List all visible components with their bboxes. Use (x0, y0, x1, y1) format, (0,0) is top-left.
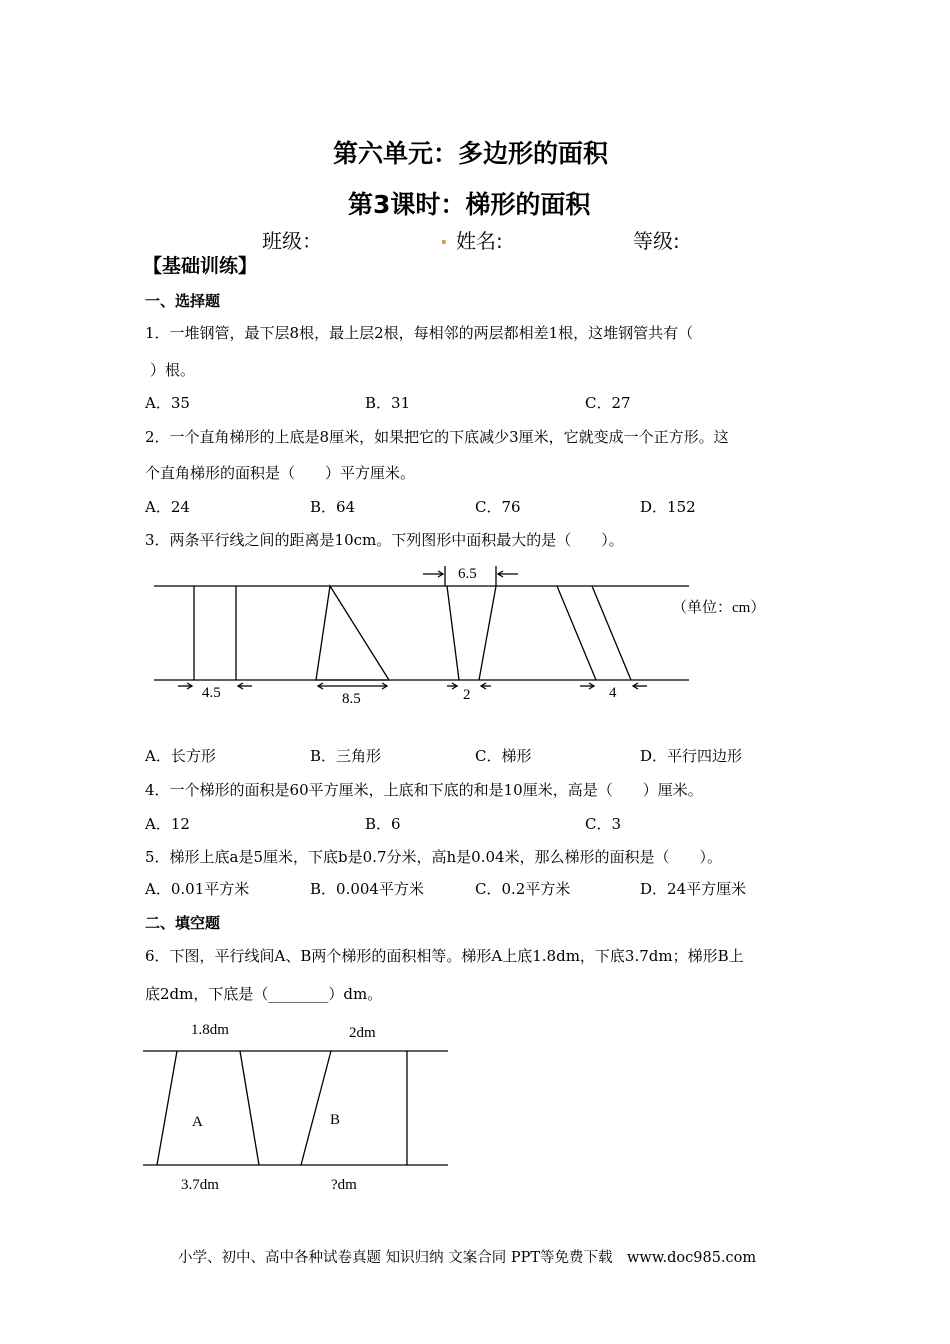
b-top-label: 2dm (349, 1025, 376, 1041)
q2-option-c: C．76 (475, 498, 521, 516)
q4-option-a: A．12 (145, 815, 190, 833)
lesson-subtitle: 第3课时：梯形的面积 (348, 190, 591, 219)
label-4-5: 4.5 (202, 685, 221, 701)
part2-title: 二、填空题 (145, 914, 221, 932)
a-bottom-label: 3.7dm (181, 1177, 219, 1193)
decorative-dot: . (440, 225, 448, 249)
q1-option-c: C．27 (585, 394, 631, 412)
q3-option-c: C．梯形 (475, 747, 532, 765)
parallelogram-right-side (592, 586, 631, 680)
label-8-5: 8.5 (342, 691, 361, 707)
name-label: 姓名: (456, 229, 503, 253)
a-label: A (192, 1114, 203, 1130)
label-2: 2 (463, 687, 471, 703)
q2-option-b: B．64 (310, 498, 356, 516)
trapezoid-right-side (479, 586, 496, 680)
class-label: 班级： (262, 229, 322, 253)
b-bottom-label: ?dm (331, 1177, 357, 1193)
q6-figure (135, 1010, 465, 1200)
q3-option-b: B．三角形 (310, 747, 382, 765)
unit-label: （单位：cm） (672, 600, 766, 616)
q3-option-a: A．长方形 (145, 747, 216, 765)
q6-line1: 6．下图，平行线间A、B两个梯形的面积相等。梯形A上底1.8dm，下底3.7dm；梯形B上 (145, 947, 744, 965)
q3-figure (140, 558, 790, 718)
q2-line1: 2．一个直角梯形的上底是8厘米，如果把它的下底减少3厘米，它就变成一个正方形。这 (145, 428, 729, 446)
q5-line1: 5．梯形上底a是5厘米，下底b是0.7分米，高h是0.04米，那么梯形的面积是（ ）。 (145, 848, 723, 866)
q2-line2: 个直角梯形的面积是（ ）平方厘米。 (145, 464, 416, 482)
q4-option-c: C．3 (585, 815, 622, 833)
a-top-label: 1.8dm (191, 1022, 229, 1038)
triangle-shape (316, 586, 389, 680)
q5-option-a: A．0.01平方米 (145, 880, 250, 898)
q5-option-b: B．0.004平方米 (310, 880, 424, 898)
trapezoid-b-left-side (301, 1051, 331, 1165)
q3-line1: 3．两条平行线之间的距离是10cm。下列图形中面积最大的是（ ）。 (145, 531, 624, 549)
q3-option-d: D．平行四边形 (640, 747, 743, 765)
q5-option-d: D．24平方厘米 (640, 880, 747, 898)
grade-label: 等级: (633, 229, 680, 253)
q4-line1: 4．一个梯形的面积是60平方厘米，上底和下底的和是10厘米，高是（ ）厘米。 (145, 781, 703, 799)
trapezoid-left-side (447, 586, 459, 680)
q1-line1: 1．一堆钢管，最下层8根，最上层2根，每相邻的两层都相差1根，这堆钢管共有（ (145, 324, 694, 342)
q5-option-c: C．0.2平方米 (475, 880, 571, 898)
b-label: B (330, 1112, 341, 1128)
label-6-5: 6.5 (458, 566, 477, 582)
page-title: 第六单元：多边形的面积 (333, 139, 609, 168)
part1-title: 一、选择题 (145, 292, 221, 310)
trapezoid-a-left-side (157, 1051, 177, 1165)
section-heading: 【基础训练】 (143, 255, 258, 277)
trapezoid-a-right-side (240, 1051, 259, 1165)
parallelogram-left-side (557, 586, 596, 680)
page-footer: 小学、初中、高中各种试卷真题 知识归纳 文案合同 PPT等免费下载 www.doc985.com (178, 1250, 757, 1266)
q1-line2: ）根。 (150, 361, 196, 379)
q1-option-b: B．31 (365, 394, 411, 412)
q1-option-a: A．35 (145, 394, 190, 412)
q6-line2: 底2dm，下底是（________）dm。 (145, 985, 383, 1003)
q2-option-a: A．24 (145, 498, 190, 516)
q4-option-b: B．6 (365, 815, 401, 833)
label-4: 4 (609, 685, 617, 701)
q2-option-d: D．152 (640, 498, 696, 516)
